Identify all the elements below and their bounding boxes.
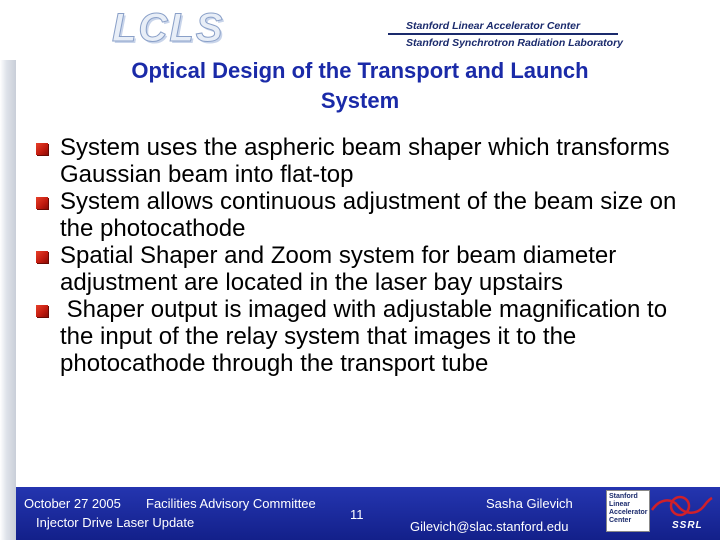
synchrotron-ring-icon [650, 492, 714, 522]
footer-subtitle: Injector Drive Laser Update [36, 515, 195, 530]
bullet-item [36, 242, 706, 296]
slac-logo-line: Accelerator [609, 509, 648, 516]
bullet-square-icon [36, 251, 48, 263]
bullet-list [36, 134, 706, 377]
footer-bar [16, 487, 720, 540]
header-rule [388, 33, 618, 35]
lab-name-ssrl: Stanford Synchrotron Radiation Laboratory [406, 37, 624, 49]
slac-logo-line: Center [609, 517, 632, 524]
bullet-text: System uses the aspheric beam shaper which transforms Gaussian beam into flat-top [60, 134, 670, 188]
bullet-square-icon [36, 197, 48, 209]
bullet-item [36, 134, 706, 188]
bullet-text: System allows continuous adjustment of the beam size on the photocathode [60, 188, 677, 242]
presenter-name: Sasha Gilevich [486, 496, 573, 511]
ssrl-logo-text: SSRL [672, 520, 703, 531]
bullet-text: Shaper output is imaged with adjustable magnification to the input of the relay system that images it to the photocathode through the transport tube [60, 296, 674, 377]
lab-name-slac: Stanford Linear Accelerator Center [406, 20, 581, 32]
footer-date: October 27 2005 [24, 496, 121, 511]
title-line-2: System [320, 88, 400, 113]
slac-logo-line: Stanford [609, 493, 638, 500]
slac-ssrl-logo [606, 490, 716, 536]
slide-title [30, 56, 690, 116]
slac-logo-box [606, 490, 650, 532]
lcls-logo: LCLS [112, 6, 225, 50]
presenter-email: Gilevich@slac.stanford.edu [410, 519, 569, 534]
bullet-square-icon [36, 305, 48, 317]
header-banner [0, 0, 720, 60]
page-number: 11 [350, 507, 364, 522]
bullet-square-icon [36, 143, 48, 155]
bullet-text: Spatial Shaper and Zoom system for beam diameter adjustment are located in the laser bay upstairs [60, 242, 617, 296]
lab-affiliation [388, 18, 624, 51]
footer-committee: Facilities Advisory Committee [146, 496, 316, 511]
slac-logo-line: Linear [609, 501, 631, 508]
left-decorative-border [0, 60, 16, 540]
bullet-item [36, 296, 706, 377]
title-line-1: Optical Design of the Transport and Launch [131, 58, 589, 83]
bullet-item [36, 188, 706, 242]
